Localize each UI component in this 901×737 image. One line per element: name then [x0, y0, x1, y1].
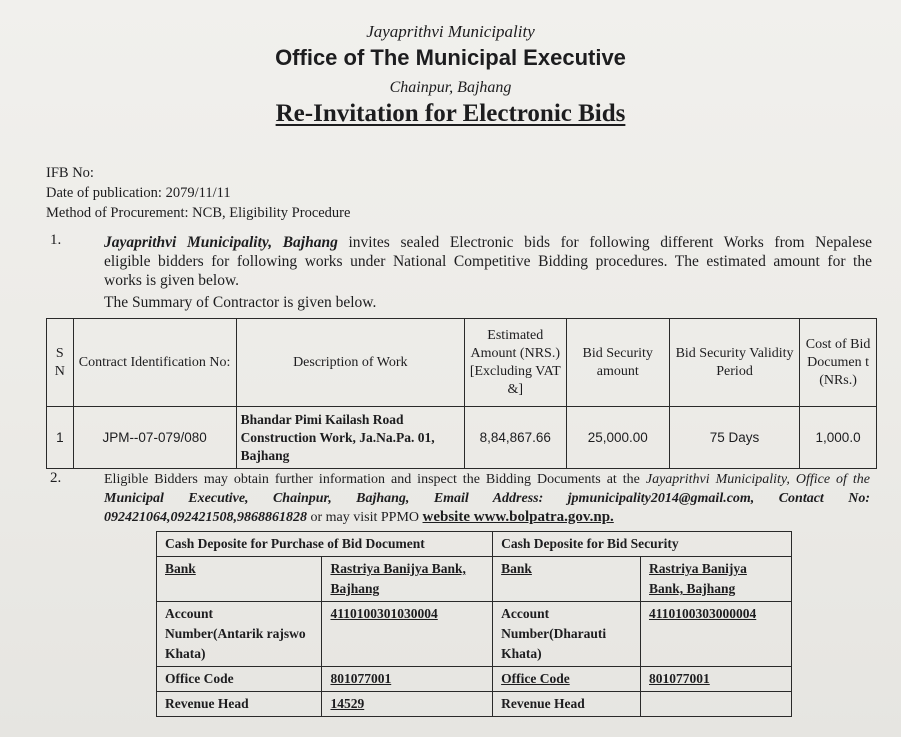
- table-row: [157, 667, 792, 692]
- paragraph-2: Eligible Bidders may obtain further information and inspect the Bidding Documents at the Jayaprithvi Municipality, Office of the Municipal Executive, Chainpur, Bajhang, Email Address: jpmunicipality2014@gmail.com, Contact No: 092421064,092421508,9868861828 or may visit PPMO website www.bolpatra.gov.np.: [104, 472, 870, 525]
- notice-title: Re-Invitation for Electronic Bids: [275, 100, 626, 127]
- contact-phones: 092421064,092421508,9868861828: [104, 510, 307, 525]
- header-sn: S N: [47, 319, 74, 407]
- table-row: [47, 407, 877, 469]
- cell-sn: 1: [47, 407, 74, 469]
- revenue-head-2: [641, 692, 792, 717]
- paragraph-2-number: 2.: [50, 470, 62, 486]
- bank-label: Bank: [157, 557, 322, 602]
- header-cost: Cost of Bid Documen t (NRs.): [800, 319, 877, 407]
- header-contract-id: Contract Identification No:: [73, 319, 236, 407]
- cell-description: Bhandar Pimi Kailash Road Construction Work, Ja.Na.Pa. 01, Bajhang: [236, 407, 465, 469]
- website-link[interactable]: website www.bolpatra.gov.np.: [422, 509, 614, 525]
- cell-bid-security: 25,000.00: [566, 407, 669, 469]
- header-description: Description of Work: [236, 319, 465, 407]
- table-row: [157, 602, 792, 667]
- municipality-name: Jayaprithvi Municipality: [366, 22, 535, 41]
- paragraph-1-number: 1.: [50, 232, 62, 248]
- office-name: Office of The Municipal Executive: [275, 45, 626, 70]
- table-row: [157, 692, 792, 717]
- bank-label-2: Bank: [493, 557, 641, 602]
- office-code-1: 801077001: [322, 667, 493, 692]
- bank-table-header: [157, 532, 792, 557]
- header-bid-security-deposit: Cash Deposite for Bid Security: [493, 532, 792, 557]
- account-label-2: Account Number(Dharauti Khata): [493, 602, 641, 667]
- office-code-2: 801077001: [641, 667, 792, 692]
- publication-date: Date of publication: 2079/11/11: [46, 185, 231, 201]
- account-number-2: 4110100303000004: [641, 602, 792, 667]
- header-validity: Bid Security Validity Period: [669, 319, 799, 407]
- header-estimated-amount: Estimated Amount (NRS.) [Excluding VAT &]: [465, 319, 566, 407]
- bank-deposit-table: [156, 531, 792, 717]
- account-label-1: Account Number(Antarik rajswo Khata): [157, 602, 322, 667]
- revenue-head-1: 14529: [322, 692, 493, 717]
- revenue-head-label-2: Revenue Head: [493, 692, 641, 717]
- cell-estimated-amount: 8,84,867.66: [465, 407, 566, 469]
- table-row: [157, 557, 792, 602]
- office-code-label-1: Office Code: [157, 667, 322, 692]
- revenue-head-label-1: Revenue Head: [157, 692, 322, 717]
- header-bid-document: Cash Deposite for Purchase of Bid Document: [157, 532, 493, 557]
- cell-contract-id: JPM--07-079/080: [73, 407, 236, 469]
- works-table: [46, 318, 877, 469]
- summary-intro: The Summary of Contractor is given below.: [104, 294, 377, 311]
- cell-cost: 1,000.0: [800, 407, 877, 469]
- header-bid-security: Bid Security amount: [566, 319, 669, 407]
- procurement-method: Method of Procurement: NCB, Eligibility Procedure: [46, 205, 351, 221]
- office-code-label-2: Office Code: [493, 667, 641, 692]
- entity-name: Jayaprithvi Municipality, Bajhang: [104, 234, 338, 251]
- bank-name-1: Rastriya Banijya Bank, Bajhang: [322, 557, 493, 602]
- ifb-number: IFB No:: [46, 165, 94, 181]
- account-number-1: 4110100301030004: [322, 602, 493, 667]
- paragraph-1: Jayaprithvi Municipality, Bajhang invites sealed Electronic bids for following different Works from Nepalese eligible bidders for following works under National Competitive Bidding procedures. The estimated amount for the works is given below.: [104, 234, 872, 289]
- works-table-header: [47, 319, 877, 407]
- cell-validity: 75 Days: [669, 407, 799, 469]
- bank-name-2: Rastriya Banijya Bank, Bajhang: [641, 557, 792, 602]
- office-location: Chainpur, Bajhang: [389, 79, 512, 96]
